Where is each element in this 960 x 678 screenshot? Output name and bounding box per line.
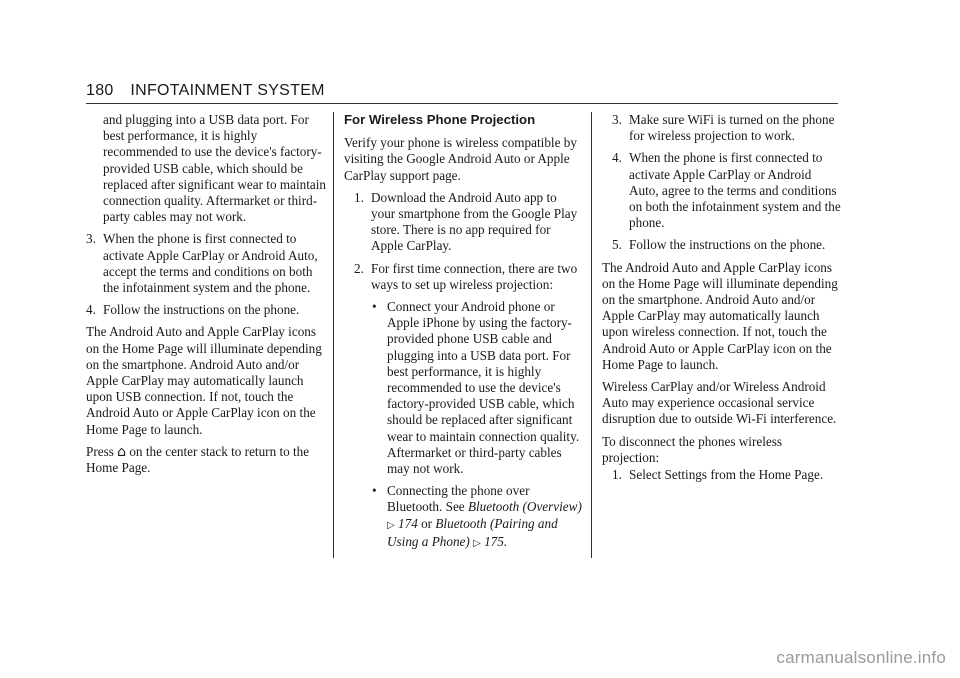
cross-reference-link[interactable]: Bluetooth (Pairing and Using a Phone) bbox=[387, 515, 558, 549]
list-item: 4. When the phone is first connected to activate Apple CarPlay or Android Auto, agree to the terms and conditions on both the infotainment system and the phone. bbox=[612, 150, 841, 231]
page-ref-arrow-icon: ▷ bbox=[387, 519, 395, 531]
list-item: 2. For first time connection, there are two ways to set up wireless projection: bbox=[354, 260, 578, 292]
paragraph: To disconnect the phones wireless projection: bbox=[602, 433, 782, 465]
page-reference[interactable]: 174 bbox=[398, 515, 418, 531]
continued-text: and plugging into a USB data port. For best performance, it is highly recommended to use the device's factory-provided USB cable, which should be replaced after significant wear to maintain connection quality. Aftermarket or third-party cables may not work. bbox=[103, 112, 326, 225]
paragraph: The Android Auto and Apple CarPlay icons on the Home Page will illuminate depending on the smartphone. Android Auto and/or Apple CarPlay may automatically launch upon USB connection. If not, touch the Android Auto or Apple CarPlay icon on the Home Page to launch. bbox=[86, 324, 322, 437]
paragraph: Wireless CarPlay and/or Wireless Android Auto may experience occasional service disruption due to outside Wi-Fi interference. bbox=[602, 379, 837, 427]
paragraph: The Android Auto and Apple CarPlay icons on the Home Page will illuminate depending on the smartphone. Android Auto and/or Apple CarPlay may automatically launch upon wireless connection. If not, touch the Android Auto or Apple CarPlay icon on the Home Page to launch. bbox=[602, 259, 838, 372]
column-divider bbox=[591, 112, 592, 558]
section-title: INFOTAINMENT SYSTEM bbox=[130, 82, 325, 99]
watermark: carmanualsonline.info bbox=[776, 648, 946, 667]
bullet-icon: • bbox=[372, 483, 377, 499]
column-divider bbox=[333, 112, 334, 558]
bullet-item: • Connecting the phone over Bluetooth. See Bluetooth (Overview) ▷ 174 or Bluetooth (Pairing and Using a Phone) ▷ 175. bbox=[372, 483, 582, 549]
list-item: 4. Follow the instructions on the phone. bbox=[86, 302, 300, 318]
list-item: 1. Download the Android Auto app to your smartphone from the Google Play store. There is no app required for Apple CarPlay. bbox=[354, 189, 578, 254]
column-2 bbox=[344, 112, 584, 558]
page-header bbox=[86, 82, 325, 100]
list-item: 3. When the phone is first connected to activate Apple CarPlay or Android Auto, accept the terms and conditions on both the infotainment system and the phone. bbox=[86, 231, 318, 296]
paragraph: Verify your phone is wireless compatible by visiting the Google Android Auto or Apple CarPlay support page. bbox=[344, 135, 577, 183]
column-3 bbox=[602, 112, 842, 489]
page-ref-arrow-icon: ▷ bbox=[473, 537, 481, 549]
bullet-item: • Connect your Android phone or Apple iPhone by using the factory-provided phone USB cable and plugging into a USB data port. For best performance, it is highly recommended to use the device's factory-provided USB cable, which should be replaced after significant wear to maintain connection quality. Aftermarket or third-party cables may not work. bbox=[372, 299, 580, 477]
page-number: 180 bbox=[86, 82, 114, 99]
list-item: 1. Select Settings from the Home Page. bbox=[612, 467, 824, 483]
list-item: 3. Make sure WiFi is turned on the phone for wireless projection to work. bbox=[612, 112, 835, 144]
column-1 bbox=[86, 112, 326, 482]
paragraph: Press ⌂ on the center stack to return to the Home Page. bbox=[86, 443, 310, 476]
section-heading: For Wireless Phone Projection bbox=[344, 112, 536, 127]
home-icon: ⌂ bbox=[117, 443, 127, 460]
header-rule bbox=[86, 103, 838, 104]
page-reference[interactable]: 175. bbox=[484, 533, 508, 549]
list-item: 5. Follow the instructions on the phone. bbox=[612, 237, 826, 253]
cross-reference-link[interactable]: Bluetooth (Overview) bbox=[467, 499, 582, 515]
bullet-icon: • bbox=[372, 299, 377, 315]
